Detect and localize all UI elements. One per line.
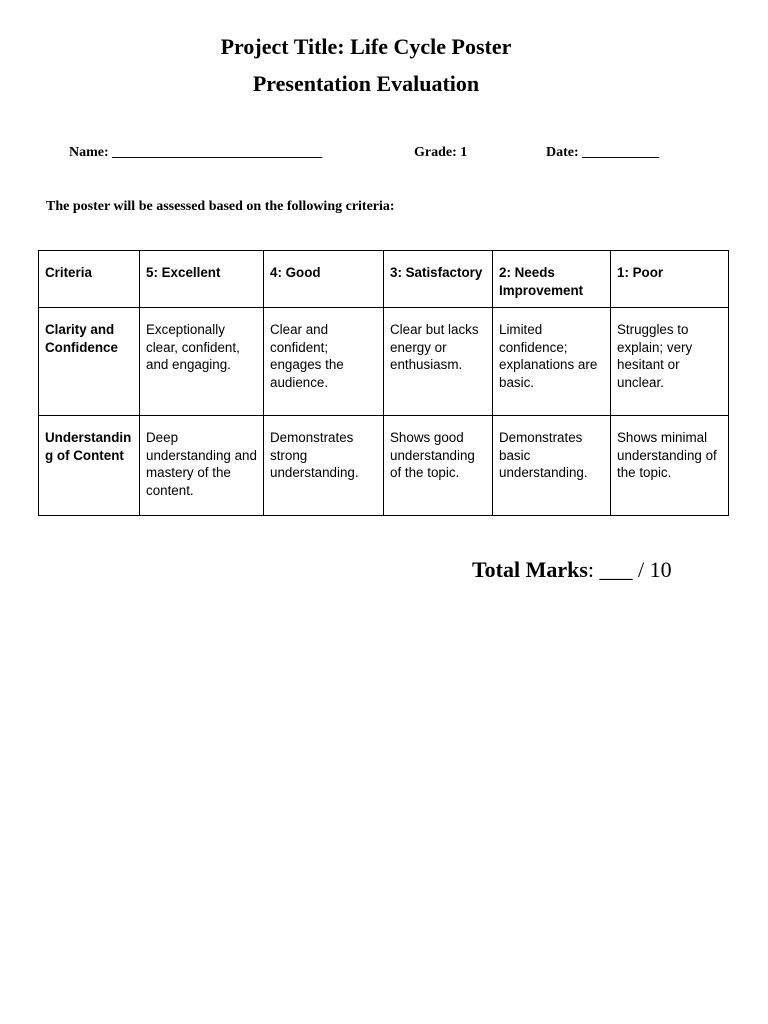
criterion-cell: Clarity and Confidence xyxy=(39,308,140,416)
table-cell: Shows good understanding of the topic. xyxy=(384,416,493,516)
table-row xyxy=(39,416,729,516)
criterion-cell: Understanding of Content xyxy=(39,416,140,516)
date-label: Date: xyxy=(546,145,579,160)
table-cell: Clear but lacks energy or enthusiasm. xyxy=(384,308,493,416)
page-title: Project Title: Life Cycle Poster xyxy=(220,34,512,59)
name-label: Name: xyxy=(69,145,109,160)
header-good: 4: Good xyxy=(264,251,384,308)
table-cell: Exceptionally clear, confident, and engaging. xyxy=(140,308,264,416)
grade-label: Grade: 1 xyxy=(414,145,468,160)
header-satisfactory: 3: Satisfactory xyxy=(384,251,493,308)
table-cell: Struggles to explain; very hesitant or unclear. xyxy=(611,308,729,416)
table-cell: Clear and confident; engages the audience. xyxy=(264,308,384,416)
header-criteria: Criteria xyxy=(39,251,140,308)
date-blank: ___________ xyxy=(582,145,660,160)
total-marks-label: Total Marks xyxy=(472,557,588,582)
table-cell: Demonstrates strong understanding. xyxy=(264,416,384,516)
table-cell: Deep understanding and mastery of the content. xyxy=(140,416,264,516)
total-marks-value: : ___ / 10 xyxy=(587,557,672,582)
table-cell: Shows minimal understanding of the topic. xyxy=(611,416,729,516)
header-excellent: 5: Excellent xyxy=(140,251,264,308)
table-cell: Limited confidence; explanations are basic. xyxy=(493,308,611,416)
criteria-intro: The poster will be assessed based on the following criteria: xyxy=(46,199,395,214)
table-cell: Demonstrates basic understanding. xyxy=(493,416,611,516)
table-row xyxy=(39,308,729,416)
rubric-table xyxy=(38,250,729,516)
page-subtitle: Presentation Evaluation xyxy=(252,71,480,96)
date-field xyxy=(546,144,659,162)
name-blank: ______________________________ xyxy=(112,145,323,160)
header-needs-improvement: 2: Needs Improvement xyxy=(493,251,611,308)
table-header-row xyxy=(39,251,729,308)
total-marks xyxy=(472,556,672,584)
name-field xyxy=(69,144,322,162)
header-poor: 1: Poor xyxy=(611,251,729,308)
